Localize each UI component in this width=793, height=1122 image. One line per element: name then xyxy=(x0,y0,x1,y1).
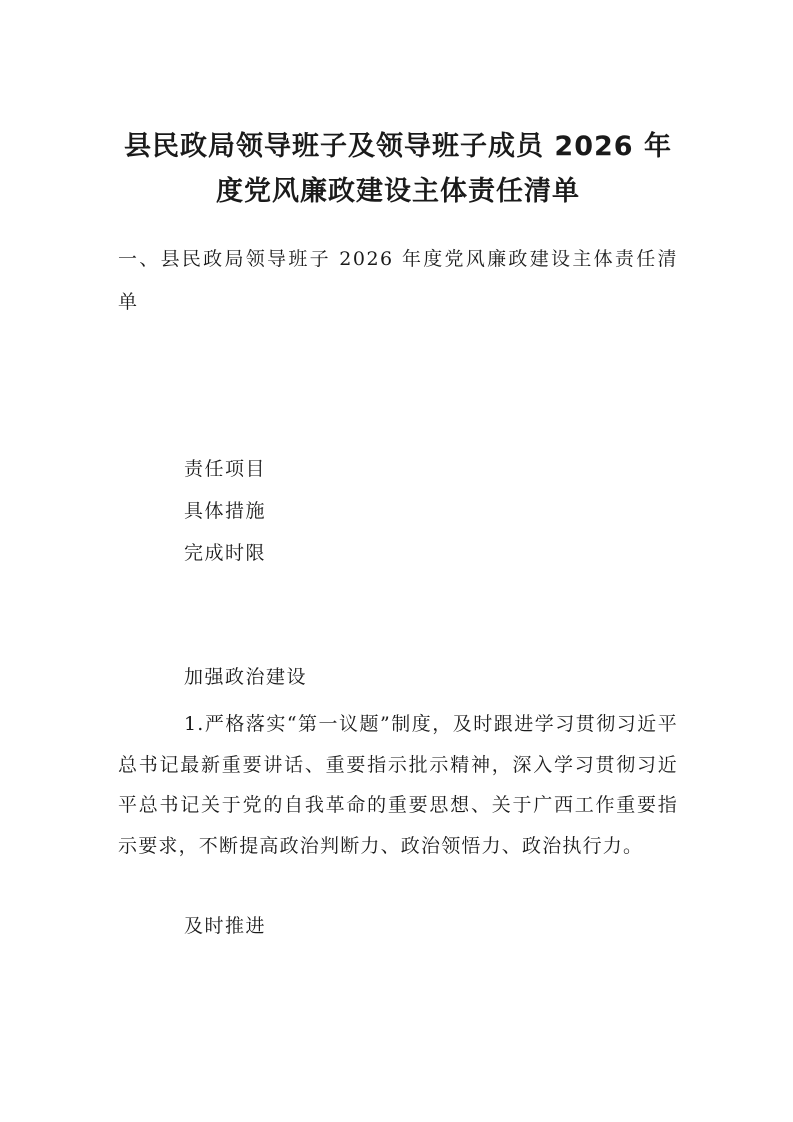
table-header-item: 责任项目 xyxy=(184,458,267,480)
document-title-line-1: 县民政局领导班子及领导班子成员 2026 年 xyxy=(124,131,672,162)
document-title-line-2: 度党风廉政建设主体责任清单 xyxy=(216,176,580,207)
table-header-deadline: 完成时限 xyxy=(184,542,267,564)
item-measure: 1.严格落实“第一议题”制度，及时跟进学习贯彻习近平总书记最新重要讲话、重要指示批示精神，深入学习贯彻习近平总书记关于党的自我革命的重要思想、关于广西工作重要指示要求，不断提高政治判断力、政治领悟力、政治执行力。 xyxy=(118,713,678,857)
table-header-measures: 具体措施 xyxy=(184,500,267,522)
section-heading: 一、县民政局领导班子 2026 年度党风廉政建设主体责任清单 xyxy=(118,248,678,313)
item-deadline: 及时推进 xyxy=(184,915,267,937)
item-title: 加强政治建设 xyxy=(184,666,308,688)
